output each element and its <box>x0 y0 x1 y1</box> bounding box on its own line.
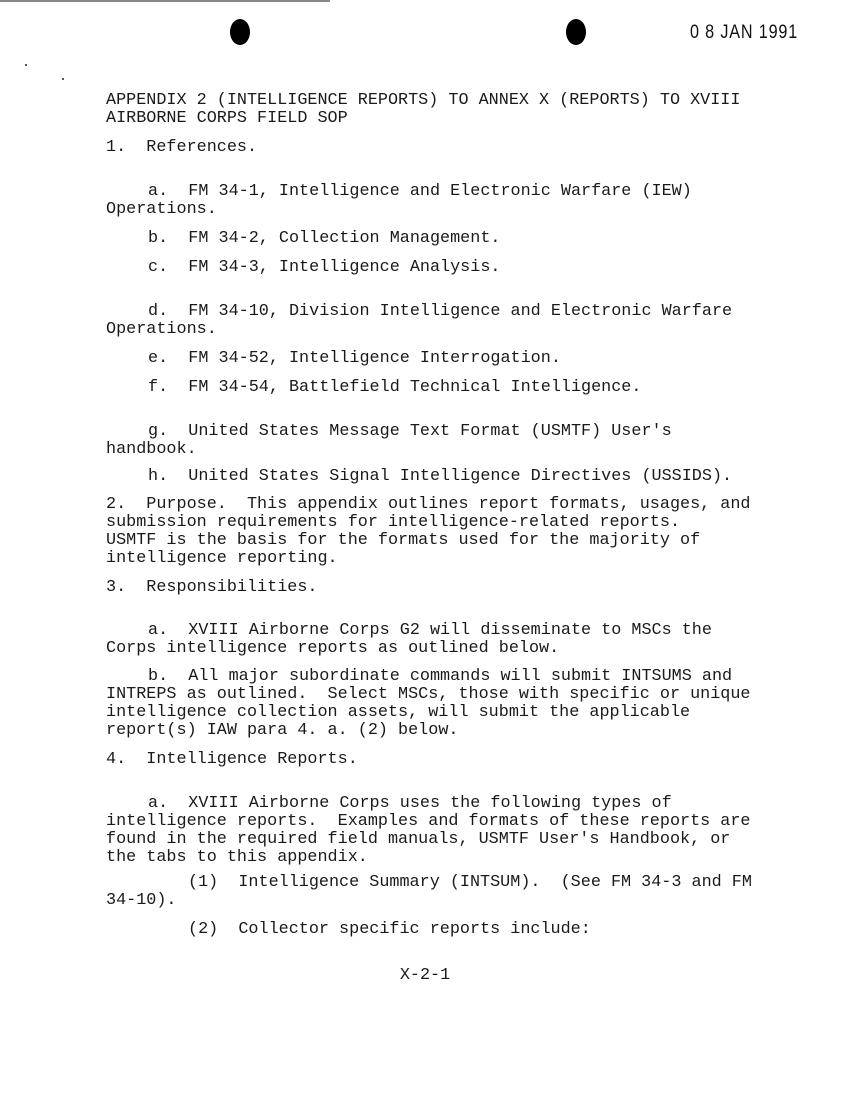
paragraph <box>106 496 751 568</box>
paragraph <box>106 921 591 939</box>
text-line: a. XVIII Airborne Corps G2 will disseminate to MSCs the <box>148 621 712 640</box>
text-line: a. FM 34-1, Intelligence and Electronic Warfare (IEW) <box>148 182 692 201</box>
text-line: Operations. <box>106 320 217 339</box>
text-line: 2. Purpose. This appendix outlines report formats, usages, and <box>106 495 751 514</box>
text-line: report(s) IAW para 4. a. (2) below. <box>106 721 459 740</box>
text-line: e. FM 34-52, Intelligence Interrogation. <box>148 349 561 368</box>
text-line: INTREPS as outlined. Select MSCs, those with specific or unique <box>106 685 751 704</box>
text-line: b. FM 34-2, Collection Management. <box>148 229 501 248</box>
paragraph <box>106 874 752 910</box>
paragraph <box>106 259 500 277</box>
page-number: X-2-1 <box>399 966 451 985</box>
paragraph <box>106 795 751 867</box>
scan-speck <box>62 78 64 80</box>
text-line: 4. Intelligence Reports. <box>106 750 358 769</box>
text-line: found in the required field manuals, USMTF User's Handbook, or <box>106 830 731 849</box>
text-line: 3. Responsibilities. <box>106 578 318 597</box>
text-line: intelligence reports. Examples and formats of these reports are <box>106 812 751 831</box>
paragraph <box>106 303 732 339</box>
text-line: intelligence collection assets, will submit the applicable <box>106 703 691 722</box>
punch-hole <box>566 19 586 45</box>
paragraph <box>106 579 317 597</box>
punch-hole <box>230 19 250 45</box>
text-line: USMTF is the basis for the formats used for the majority of <box>106 531 701 550</box>
text-line: (1) Intelligence Summary (INTSUM). (See FM 34-3 and FM <box>188 873 752 892</box>
text-line: 34-10). <box>106 891 177 910</box>
text-line: d. FM 34-10, Division Intelligence and Electronic Warfare <box>148 302 733 321</box>
paragraph <box>106 379 641 397</box>
paragraph <box>106 751 358 769</box>
text-line: Operations. <box>106 200 217 219</box>
document-title <box>106 92 740 128</box>
text-line: g. United States Message Text Format (USMTF) User's <box>148 422 672 441</box>
paragraph <box>106 139 257 157</box>
paragraph <box>106 230 500 248</box>
text-line: b. All major subordinate commands will submit INTSUMS and <box>148 667 733 686</box>
date-stamp: 0 8 JAN 1991 <box>690 22 799 43</box>
text-line: handbook. <box>106 440 197 459</box>
paragraph <box>106 423 672 459</box>
text-line: a. XVIII Airborne Corps uses the following types of <box>148 794 672 813</box>
paragraph <box>106 622 712 658</box>
scan-edge-line <box>0 0 330 2</box>
text-line: f. FM 34-54, Battlefield Technical Intelligence. <box>148 378 642 397</box>
paragraph <box>106 668 751 740</box>
text-line: submission requirements for intelligence-related reports. <box>106 513 681 532</box>
text-line: intelligence reporting. <box>106 549 338 568</box>
paragraph <box>106 350 561 368</box>
scan-speck <box>25 64 27 66</box>
text-line: c. FM 34-3, Intelligence Analysis. <box>148 258 501 277</box>
paragraph <box>106 468 732 486</box>
text-line: h. United States Signal Intelligence Directives (USSIDS). <box>148 467 733 486</box>
text-line: 1. References. <box>106 138 258 157</box>
text-line: AIRBORNE CORPS FIELD SOP <box>106 109 348 128</box>
text-line: the tabs to this appendix. <box>106 848 368 867</box>
paragraph <box>106 183 692 219</box>
text-line: APPENDIX 2 (INTELLIGENCE REPORTS) TO ANNEX X (REPORTS) TO XVIII <box>106 91 741 110</box>
text-line: Corps intelligence reports as outlined below. <box>106 639 560 658</box>
text-line: (2) Collector specific reports include: <box>188 920 591 939</box>
